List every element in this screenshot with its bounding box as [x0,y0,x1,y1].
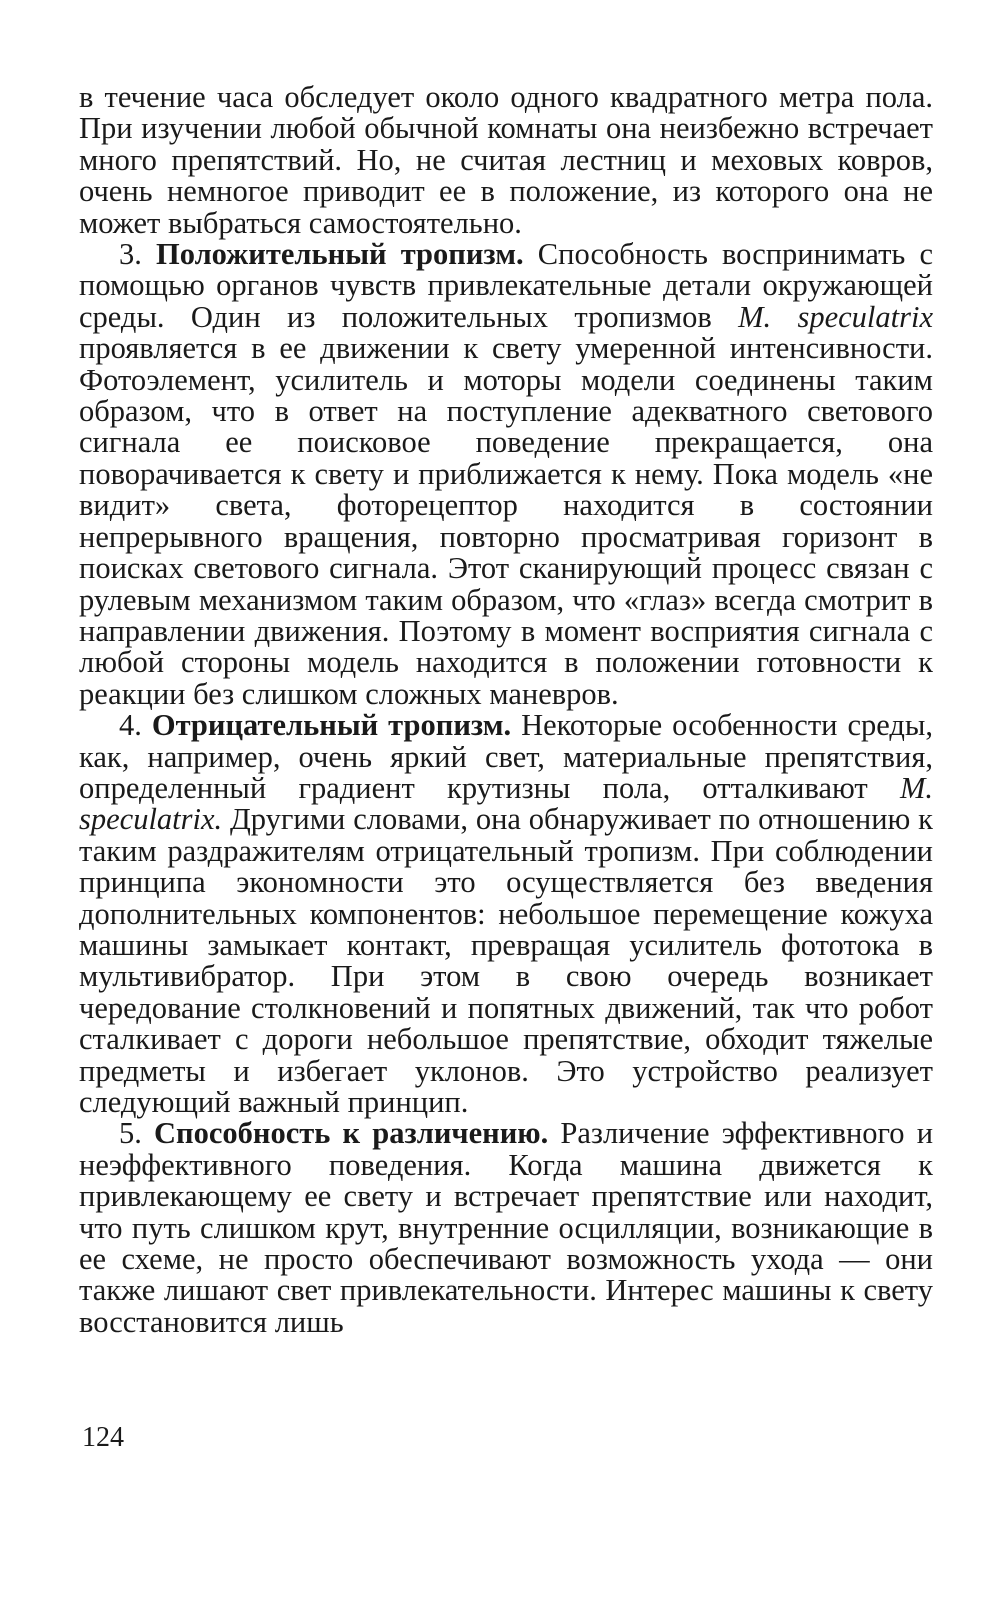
item-heading: Способность к различению. [154,1116,549,1151]
latin-species-name: M. speculatrix [738,299,933,334]
paragraph-discrimination [79,1118,933,1338]
page-number: 124 [82,1422,124,1453]
paragraph-negative-tropism [79,710,933,1118]
paragraph-continuation [79,82,933,239]
paragraph-text: в течение часа обследует около одного квадратного метра пола. При изучении любой обычной комнаты она неизбежно встречает много препятствий. Но, не считая лестниц и меховых ковров, очень немногое приводит ее в положение, из которого она не может выбраться самостоятельно. [79,80,933,240]
item-heading: Положительный тропизм. [156,237,524,272]
item-number: 4. [119,708,142,743]
latin-species-name: M. speculatrix. [79,770,933,837]
paragraph-text: Некоторые особенности среды, как, например, очень яркий свет, материальные препятствия, определенный градиент крутизны пола, отталкивают [79,708,934,805]
item-number: 3. [119,237,142,272]
paragraph-text: Способность воспринимать с помощью органов чувств привлекательные детали окружающей среды. Один из положительных тропизмов [79,237,934,334]
paragraph-text: Другими словами, она обнаруживает по отношению к таким раздражителям отрицательный тропизм. При соблюдении принципа экономности это осуществляется без введения дополнительных компонентов: небольшое перемещение кожуха машины замыкает контакт, превращая усилитель фототока в мультивибратор. При этом в свою очередь возникает чередование столкновений и попятных движений, так что робот сталкивает с дороги небольшое препятствие, обходит тяжелые предметы и избегает уклонов. Это устройство реализует следующий важный принцип. [79,802,933,1119]
paragraph-text: проявляется в ее движении к свету умеренной интенсивности. Фотоэлемент, усилитель и моторы модели соединены таким образом, что в ответ на поступление адекватного светового сигнала ее поисковое поведение прекращается, она поворачивается к свету и приближается к нему. Пока модель «не видит» света, фоторецептор находится в состоянии непрерывного вращения, повторно просматривая горизонт в поисках светового сигнала. Этот сканирующий процесс связан с рулевым механизмом таким образом, что «глаз» всегда смотрит в направлении движения. Поэтому в момент восприятия сигнала с любой стороны модель находится в положении готовности к реакции без слишком сложных маневров. [79,331,933,711]
paragraph-text: Различение эффективного и неэффективного поведения. Когда машина движется к привлекающему ее свету и встречает препятствие или находит, что путь слишком крут, внутренние осцилляции, возникающие в ее схеме, не просто обеспечивают возможность ухода — они также лишают свет привлекательности. Интерес машины к свету восстановится лишь [79,1116,934,1339]
page-body [79,82,933,1338]
item-number: 5. [119,1116,142,1151]
item-heading: Отрицательный тропизм. [151,708,512,743]
paragraph-positive-tropism [79,239,933,710]
